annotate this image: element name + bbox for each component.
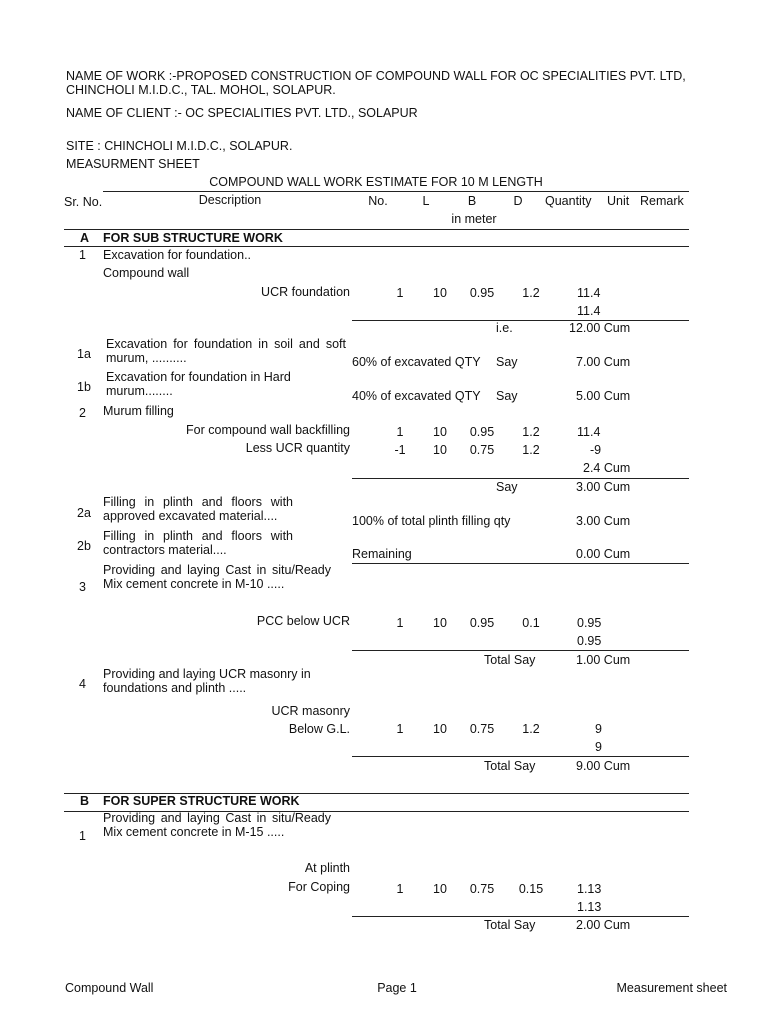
item-a2a-description: Filling in plinth and floors with approved excavated material.... bbox=[103, 495, 293, 523]
item-a2-sub1: For compound wall backfilling bbox=[186, 423, 350, 437]
item-a2-s1-l: 10 bbox=[433, 425, 447, 439]
item-a3-d: 0.1 bbox=[522, 616, 540, 630]
sheet-title: MEASURMENT SHEET bbox=[66, 157, 200, 171]
item-a2-s2-b: 0.75 bbox=[469, 443, 495, 457]
item-b1-l: 10 bbox=[433, 882, 447, 896]
item-a1-subtitle: Compound wall bbox=[103, 266, 190, 280]
name-of-work-line-2: CHINCHOLI M.I.D.C., TAL. MOHOL, SOLAPUR. bbox=[66, 83, 336, 97]
item-a4-sub2: Below G.L. bbox=[288, 722, 350, 736]
item-b1-qty-1: 1.13 bbox=[577, 882, 602, 896]
section-a-title: FOR SUB STRUCTURE WORK bbox=[103, 231, 283, 245]
item-a1-title: Excavation for foundation.. bbox=[103, 248, 252, 262]
item-a3-sub-label: PCC below UCR bbox=[256, 614, 350, 628]
item-a2-s2-l: 10 bbox=[433, 443, 447, 457]
col-sr-no: Sr. No. bbox=[64, 195, 103, 209]
item-a2b-rule bbox=[352, 563, 689, 564]
item-a4-sr: 4 bbox=[79, 677, 86, 691]
col-unit: Unit bbox=[607, 194, 630, 208]
item-a3-total-label: Total Say bbox=[484, 653, 536, 667]
item-a2-sub2: Less UCR quantity bbox=[245, 441, 350, 455]
name-of-work-line-1: NAME OF WORK :-PROPOSED CONSTRUCTION OF COMPOUND WALL FOR OC SPECIALITIES PVT. LTD, bbox=[66, 69, 686, 83]
item-a1b-sr: 1b bbox=[77, 380, 91, 394]
item-b1-no: 1 bbox=[396, 882, 404, 896]
item-a1-rule bbox=[352, 320, 689, 321]
estimate-title: COMPOUND WALL WORK ESTIMATE FOR 10 M LENGTH bbox=[209, 175, 543, 189]
item-a1a-say: Say bbox=[496, 355, 518, 369]
item-a2a-note: 100% of total plinth filling qty bbox=[352, 514, 511, 528]
item-a4-d: 1.2 bbox=[522, 722, 540, 736]
item-b1-sub1: At plinth bbox=[304, 861, 350, 875]
item-a4-sub1: UCR masonry bbox=[271, 704, 350, 718]
item-a1a-note: 60% of excavated QTY bbox=[352, 355, 481, 369]
item-a4-total: 9.00 Cum bbox=[576, 759, 631, 773]
client-name: NAME OF CLIENT :- OC SPECIALITIES PVT. LTD., SOLAPUR bbox=[66, 106, 418, 120]
item-a1b-description: Excavation for foundation in Hard murum........ bbox=[106, 370, 291, 398]
item-a3-total: 1.00 Cum bbox=[576, 653, 631, 667]
footer-right: Measurement sheet bbox=[616, 981, 727, 995]
item-a2a-sr: 2a bbox=[77, 506, 91, 520]
item-a1-l: 10 bbox=[433, 286, 447, 300]
item-a4-l: 10 bbox=[433, 722, 447, 736]
item-a2b-qty: 0.00 Cum bbox=[576, 547, 631, 561]
item-b1-rule bbox=[352, 916, 689, 917]
section-b-title: FOR SUPER STRUCTURE WORK bbox=[103, 794, 300, 808]
item-a2-s2-no: -1 bbox=[394, 443, 406, 457]
section-b-letter: B bbox=[80, 794, 90, 808]
item-a1-total: 12.00 Cum bbox=[569, 321, 631, 335]
item-a4-qty-1: 9 bbox=[595, 722, 602, 736]
col-subheading: in meter bbox=[451, 212, 497, 226]
item-a3-qty-2: 0.95 bbox=[577, 634, 602, 648]
item-a1a-qty: 7.00 Cum bbox=[576, 355, 631, 369]
footer-left: Compound Wall bbox=[65, 981, 154, 995]
col-description: Description bbox=[198, 193, 262, 207]
item-a3-l: 10 bbox=[433, 616, 447, 630]
item-a1-sub-label: UCR foundation bbox=[261, 285, 350, 299]
col-remark: Remark bbox=[640, 194, 684, 208]
table-top-rule bbox=[103, 191, 689, 192]
section-a-letter: A bbox=[80, 231, 90, 245]
item-a2b-note: Remaining bbox=[352, 547, 412, 561]
item-a3-sr: 3 bbox=[79, 580, 86, 594]
item-a4-qty-2: 9 bbox=[595, 740, 602, 754]
col-d: D bbox=[513, 194, 523, 208]
item-a4-rule bbox=[352, 756, 689, 757]
col-l: L bbox=[422, 194, 430, 208]
item-a2b-sr: 2b bbox=[77, 539, 91, 553]
item-a2-s1-qty: 11.4 bbox=[577, 425, 601, 439]
item-a2b-description: Filling in plinth and floors with contractors material.... bbox=[103, 529, 293, 557]
item-a3-no: 1 bbox=[396, 616, 404, 630]
item-a1a-sr: 1a bbox=[77, 347, 91, 361]
item-a1-b: 0.95 bbox=[469, 286, 495, 300]
item-a2-s1-b: 0.95 bbox=[469, 425, 495, 439]
item-a2-say: Say bbox=[496, 480, 518, 494]
item-a2-s1-d: 1.2 bbox=[522, 425, 540, 439]
item-a2-title: Murum filling bbox=[103, 404, 174, 418]
item-a2-sr: 2 bbox=[79, 406, 86, 420]
item-a2-s2-d: 1.2 bbox=[522, 443, 540, 457]
col-quantity: Quantity bbox=[545, 194, 592, 208]
item-a1b-say: Say bbox=[496, 389, 518, 403]
item-a4-total-label: Total Say bbox=[484, 759, 536, 773]
item-a2-total: 3.00 Cum bbox=[576, 480, 631, 494]
item-a2-net-qty: 2.4 Cum bbox=[583, 461, 631, 475]
col-b: B bbox=[467, 194, 477, 208]
item-a1-qty-1: 11.4 bbox=[577, 286, 601, 300]
item-a4-b: 0.75 bbox=[469, 722, 495, 736]
item-a3-b: 0.95 bbox=[469, 616, 495, 630]
item-b1-total: 2.00 Cum bbox=[576, 918, 631, 932]
item-a1b-qty: 5.00 Cum bbox=[576, 389, 631, 403]
item-a3-rule bbox=[352, 650, 689, 651]
site-location: SITE : CHINCHOLI M.I.D.C., SOLAPUR. bbox=[66, 139, 293, 153]
item-b1-sub2: For Coping bbox=[288, 880, 350, 894]
item-b1-b: 0.75 bbox=[469, 882, 495, 896]
item-a1b-note: 40% of excavated QTY bbox=[352, 389, 481, 403]
item-a1-qty-2: 11.4 bbox=[577, 304, 601, 318]
item-a2a-qty: 3.00 Cum bbox=[576, 514, 631, 528]
item-a2-s1-no: 1 bbox=[396, 425, 404, 439]
item-b1-d: 0.15 bbox=[518, 882, 544, 896]
footer-page-number: Page 1 bbox=[377, 981, 417, 995]
item-a1a-description: Excavation for foundation in soil and soft murum, .......... bbox=[106, 337, 346, 365]
item-a3-qty-1: 0.95 bbox=[577, 616, 602, 630]
item-a4-description: Providing and laying UCR masonry in foundations and plinth ..... bbox=[103, 667, 311, 695]
col-no: No. bbox=[368, 194, 388, 208]
item-b1-description: Providing and laying Cast in situ/Ready Mix cement concrete in M-15 ..... bbox=[103, 811, 331, 839]
item-b1-qty-2: 1.13 bbox=[577, 900, 602, 914]
item-a2-s2-qty: -9 bbox=[590, 443, 602, 457]
item-a1-ie: i.e. bbox=[496, 321, 513, 335]
section-a-top-rule bbox=[64, 229, 689, 230]
item-a3-description: Providing and laying Cast in situ/Ready Mix cement concrete in M-10 ..... bbox=[103, 563, 331, 591]
section-a-bottom-rule bbox=[64, 246, 689, 247]
item-a2-rule bbox=[352, 478, 689, 479]
item-b1-sr: 1 bbox=[79, 829, 86, 843]
item-a1-d: 1.2 bbox=[522, 286, 540, 300]
item-a1-no: 1 bbox=[396, 286, 404, 300]
item-b1-total-label: Total Say bbox=[484, 918, 536, 932]
item-a1-sr: 1 bbox=[79, 248, 86, 262]
item-a4-no: 1 bbox=[396, 722, 404, 736]
